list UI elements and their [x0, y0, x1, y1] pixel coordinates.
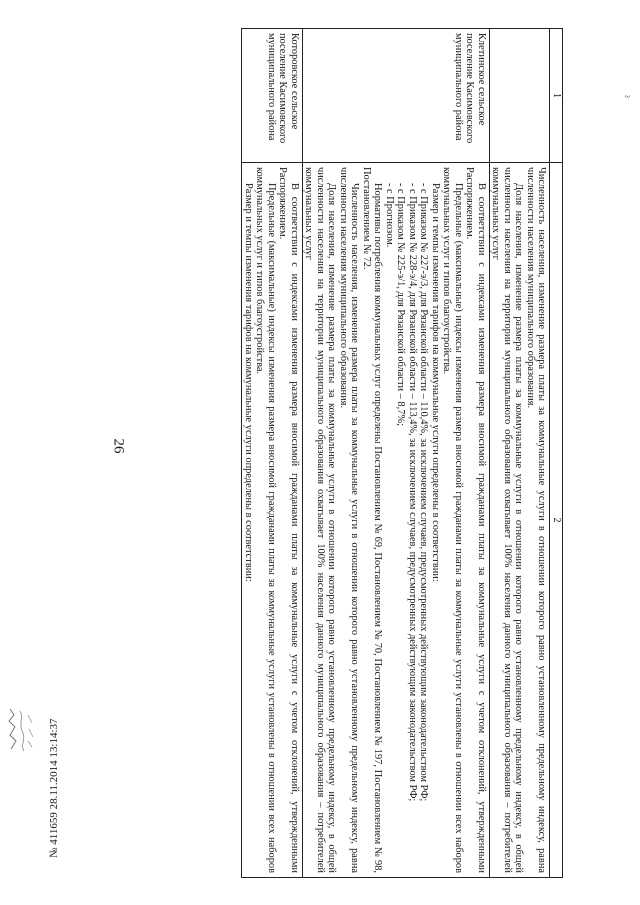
row0-paragraph-1: Численность населения, изменение размера платы за коммунальные услуги в отношении которого равно установленному предельному индексу, равна численности населения муниципального образования.: [525, 167, 548, 873]
header-col-1: 1: [550, 29, 563, 163]
row2-municipality-cell: Которовское сельское поселение Касимовского муниципального района: [242, 29, 303, 163]
row1-municipality-cell: Клетинское сельское поселение Касимовского муниципального района: [303, 29, 490, 163]
row1-list-item: - с Приказом № 227-э/3, для Рязанской области – 110,4%, за исключением случаев, предусмотренных действующим законодательством РФ;: [418, 183, 430, 802]
row1-paragraph-2: Предельные (максимальные) индексы изменения размера вносимой гражданами платы за коммунальные услуги установлены в отношении всех наборов коммунальных услуг и типов благоустройства.: [441, 167, 464, 873]
table-row-kotorovskoe: [242, 29, 303, 878]
row2-paragraph-1: В соответствии с индексами изменения размера вносимой гражданами платы за коммунальные услуги с учетом отклонений, утвержденными Распоряжением.: [277, 167, 300, 873]
row2-paragraph-2: Предельные (максимальные) индексы изменения размера вносимой гражданами платы за коммунальные услуги установлены в отношении всех наборов коммунальных услуг и типов благоустройства.: [254, 167, 277, 873]
document-number: № 411659 28.11.2014 13:14:37: [48, 718, 60, 858]
row0-municipality-cell: [490, 29, 551, 163]
document-table: [242, 28, 564, 878]
row1-paragraph-6: Доля населения, изменение размера платы за коммунальные услуги в отношении которого равно установленному предельному индексу, в общей численности населения на территории муниципального образования охватывает 100% населения данного муниципального образования – потребителей коммунальных услуг: [303, 167, 338, 873]
row1-paragraph-1: В соответствии с индексами изменения размера вносимой гражданами платы за коммунальные услуги с учетом отклонений, утвержденными Распоряжением.: [464, 167, 487, 873]
row1-paragraph-4: Нормативы потребления коммунальных услуг определены Постановлением № 69, Постановлением № 70, Постановлением № 197, Постановлением № 98, Постановлением № 72.: [361, 167, 384, 873]
row2-paragraph-3: Размер и темпы изменения тарифов на коммунальные услуги определены в соответствии:: [243, 183, 254, 582]
row1-list-item: - с Приказом № 225-э/1, для Рязанской области – 8,7%;: [395, 183, 407, 426]
row1-list-item: - с Прогнозом.: [384, 183, 395, 248]
page-number: 26: [110, 438, 127, 454]
row2-content-cell: [242, 163, 303, 878]
row1-content-cell: [303, 163, 490, 878]
signature-stamp-icon: [4, 705, 38, 755]
row0-content-cell: [490, 163, 551, 878]
table-row-kletinskoe: [303, 29, 490, 878]
row1-paragraph-3: Размер и темпы изменения тарифов на коммунальные услуги определены в соответствии:: [430, 183, 441, 582]
row0-paragraph-2: Доля населения, изменение размера платы за коммунальные услуги в отношении которого равно установленному предельному индексу, в общей численности населения на территории муниципального образования охватывает 100% населения данного муниципального образования – потребителей коммунальных услуг: [490, 167, 525, 873]
table-row-continuation: [490, 29, 551, 878]
row1-list-item: - с Приказом № 228-э/4, для Рязанской области – 113,4%, за исключением случаев, предусмотренных действующим законодательством РФ;: [407, 183, 418, 802]
header-col-2: 2: [550, 163, 563, 878]
row1-paragraph-5: Численность населения, изменение размера платы за коммунальные услуги в отношении которого равно установленному предельному индексу, равна численности населения муниципального образования.: [338, 167, 361, 873]
table-header-row: [550, 29, 563, 878]
rotated-table-wrapper: [145, 28, 563, 878]
corner-mark: ~: [624, 92, 630, 103]
